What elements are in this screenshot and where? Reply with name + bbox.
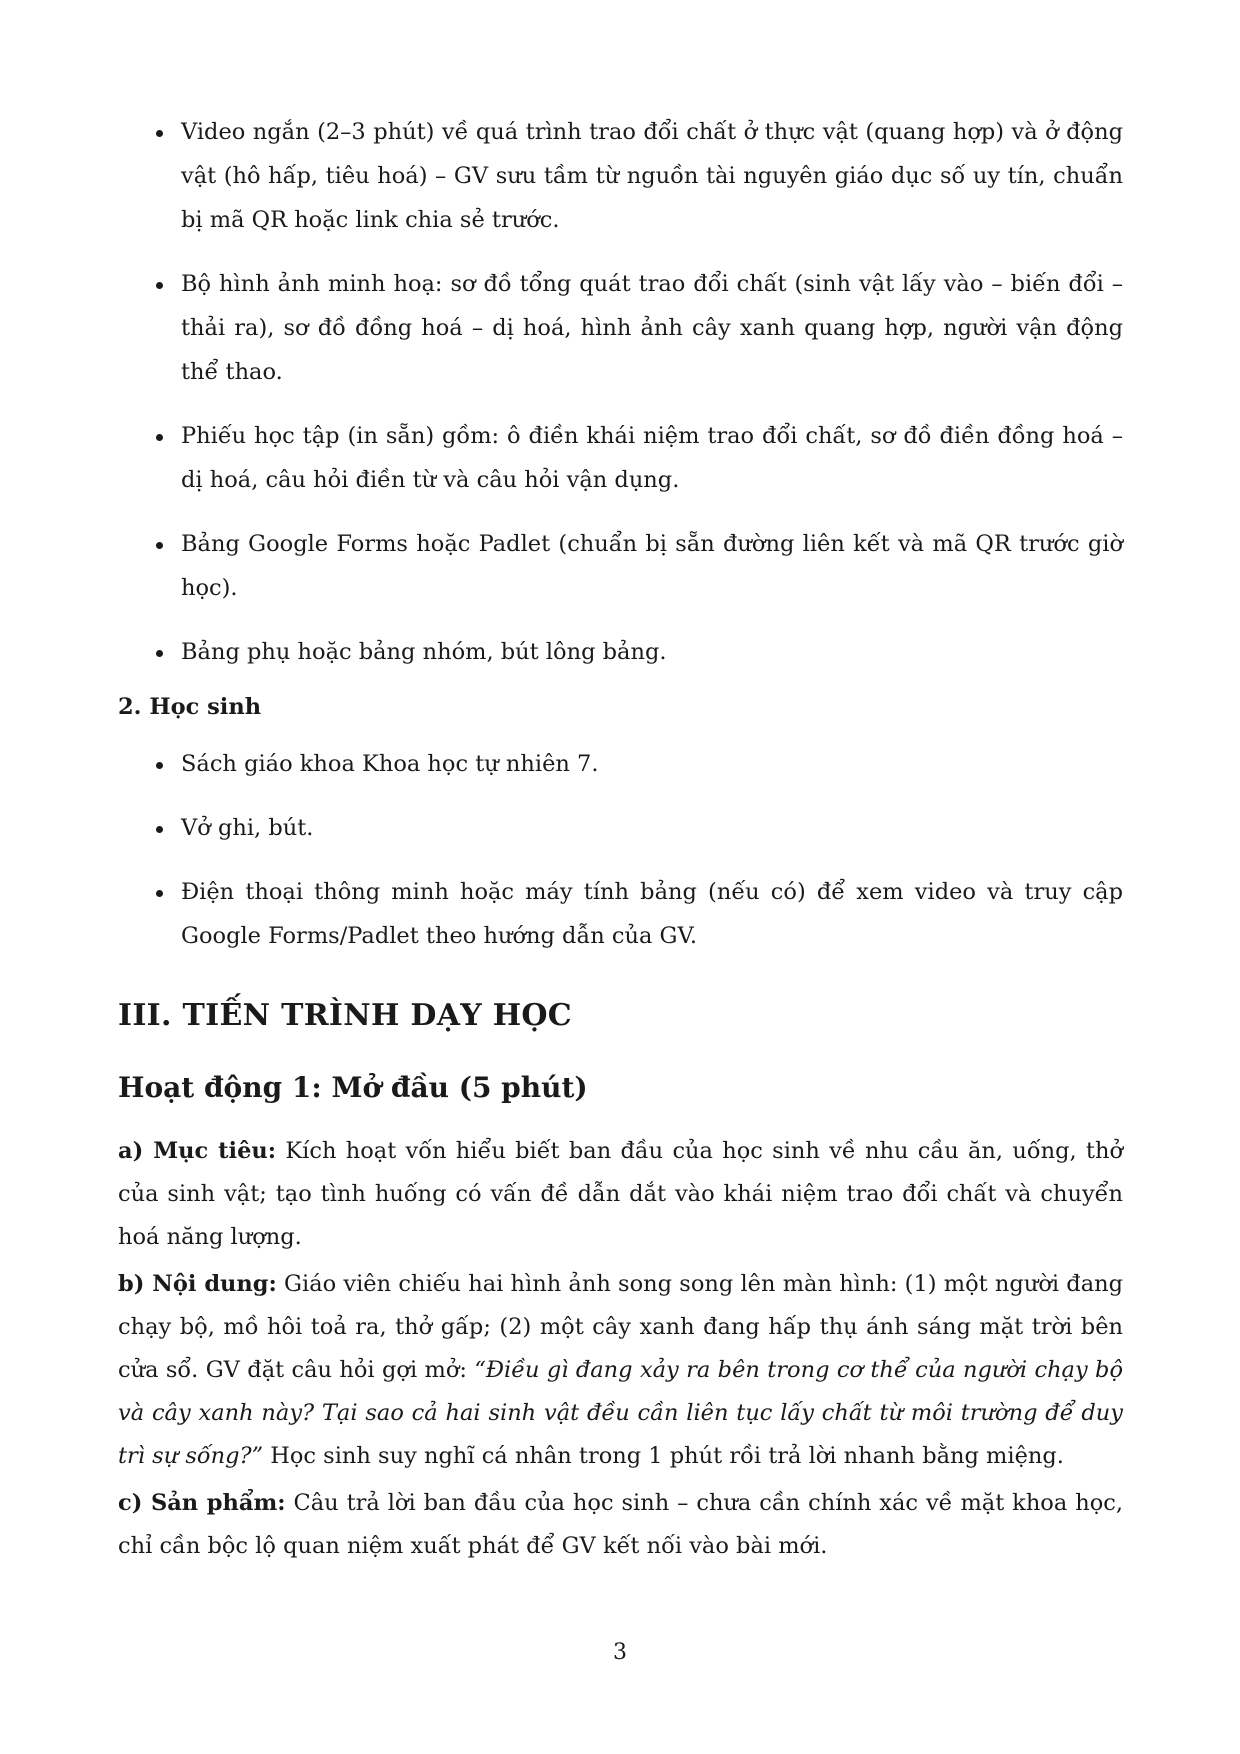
bullet-icon [156,762,163,769]
bullet-icon [156,282,163,289]
guiding-question: “Điều gì đang xảy ra bên trong cơ thể của người chạy bộ và cây xanh này? Tại sao cả hai sinh vật đều cần liên tục lấy chất từ môi trường để duy trì sự sống?” [118,1357,1123,1469]
content-text-after: Học sinh suy nghĩ cá nhân trong 1 phút rồi trả lời nhanh bằng miệng. [263,1443,1064,1469]
list-item: Vở ghi, bút. [118,806,1123,850]
bullet-icon [156,890,163,897]
product-text: Câu trả lời ban đầu của học sinh – chưa cần chính xác về mặt khoa học, chỉ cần bộc lộ quan niệm xuất phát để GV kết nối vào bài mới. [118,1490,1123,1559]
product-paragraph [118,1482,1123,1568]
list-item: Sách giáo khoa Khoa học tự nhiên 7. [118,742,1123,786]
objective-text: Kích hoạt vốn hiểu biết ban đầu của học sinh về nhu cầu ăn, uống, thở của sinh vật; tạo tình huống có vấn đề dẫn dắt vào khái niệm trao đổi chất và chuyển hoá năng lượng. [118,1138,1124,1250]
list-item: Bộ hình ảnh minh hoạ: sơ đồ tổng quát trao đổi chất (sinh vật lấy vào – biến đổi – thải ra), sơ đồ đồng hoá – dị hoá, hình ảnh cây xanh quang hợp, người vận động thể thao. [118,262,1123,394]
student-materials-list [118,742,1123,958]
list-item: Bảng Google Forms hoặc Padlet (chuẩn bị sẵn đường liên kết và mã QR trước giờ học). [118,522,1123,610]
list-item: Bảng phụ hoặc bảng nhóm, bút lông bảng. [118,630,1123,674]
bullet-icon [156,826,163,833]
page-number: 3 [613,1640,627,1665]
section-heading: III. TIẾN TRÌNH DẠY HỌC [118,998,572,1033]
document-page [118,110,1123,1572]
list-item: Video ngắn (2–3 phút) về quá trình trao đổi chất ở thực vật (quang hợp) và ở động vật (hô hấp, tiêu hoá) – GV sưu tầm từ nguồn tài nguyên giáo dục số uy tín, chuẩn bị mã QR hoặc link chia sẻ trước. [118,110,1123,242]
activity-heading: Hoạt động 1: Mở đầu (5 phút) [118,1071,588,1104]
content-paragraph [118,1263,1123,1478]
bullet-icon [156,542,163,549]
students-heading: 2. Học sinh [118,694,262,720]
bullet-icon [156,130,163,137]
teacher-materials-list [118,110,1123,674]
product-label: c) Sản phẩm: [118,1490,286,1516]
content-text: Giáo viên chiếu hai hình ảnh song song lên màn hình: (1) một người đang chạy bộ, mồ hôi toả ra, thở gấp; (2) một cây xanh đang hấp thụ ánh sáng mặt trời bên cửa sổ. GV đặt câu hỏi gợi mở: [118,1271,1123,1383]
bullet-icon [156,650,163,657]
content-label: b) Nội dung: [118,1271,277,1297]
bullet-icon [156,434,163,441]
objective-paragraph [118,1130,1123,1259]
list-item: Phiếu học tập (in sẵn) gồm: ô điền khái niệm trao đổi chất, sơ đồ điền đồng hoá – dị hoá, câu hỏi điền từ và câu hỏi vận dụng. [118,414,1123,502]
objective-label: a) Mục tiêu: [118,1138,277,1164]
list-item: Điện thoại thông minh hoặc máy tính bảng (nếu có) để xem video và truy cập Google Forms/Padlet theo hướng dẫn của GV. [118,870,1123,958]
